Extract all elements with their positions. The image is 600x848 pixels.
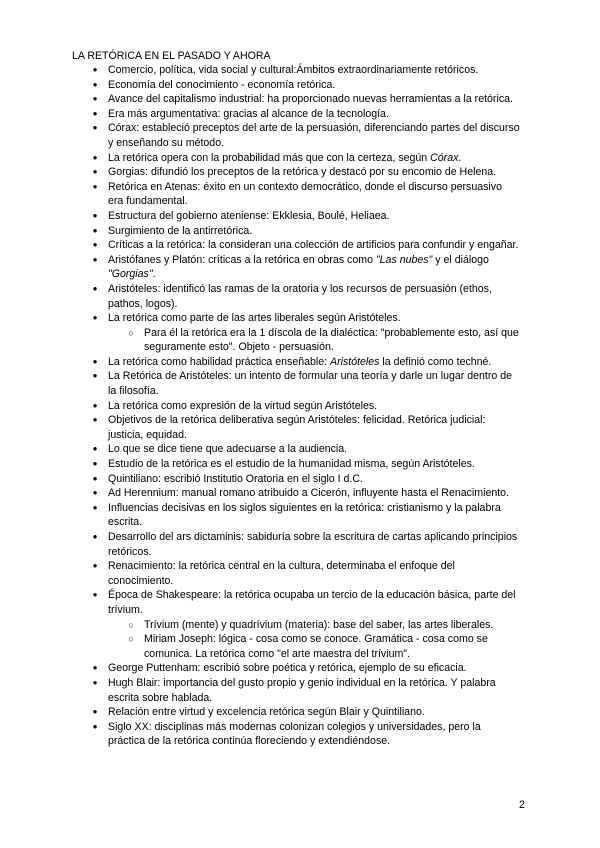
item-text: Estudio de la retórica es el estudio de la humanidad misma, según Aristóteles. (108, 458, 475, 471)
bullet-icon: ● (92, 181, 98, 191)
bullet-icon: ● (92, 444, 98, 454)
item-text: La retórica como parte de las artes liberales según Aristóteles. (108, 312, 401, 325)
item-text: Córax: estableció preceptos del arte de la persuasión, diferenciando partes del discurso y enseñando su método. (108, 122, 520, 149)
list-item (92, 92, 520, 107)
bullet-icon: ● (92, 254, 98, 264)
list-item (92, 180, 520, 209)
bullet-icon: ● (92, 65, 98, 74)
list-item (92, 282, 520, 311)
item-text: Quintiliano: escribió Institutio Oratoria en el siglo I d.C. (108, 472, 363, 485)
bullet-icon: ● (92, 415, 98, 425)
hollow-bullet-icon: ○ (128, 619, 134, 630)
item-text: y el diálogo (432, 253, 489, 266)
item-text: Trívium (mente) y quadrívium (materia): base del saber, las artes liberales. (144, 618, 494, 631)
sub-list-item (128, 632, 520, 661)
item-text: Objetivos de la retórica deliberativa según Aristóteles: felicidad. Retórica judicial: justicia, equidad. (108, 414, 486, 441)
bullet-icon: ● (92, 459, 98, 469)
bullet-icon: ● (92, 94, 98, 104)
list-item (92, 661, 520, 676)
bullet-icon: ● (92, 225, 98, 235)
bullet-icon: ● (92, 313, 98, 323)
list-item (92, 486, 520, 501)
item-text: La retórica como expresión de la virtud según Aristóteles. (108, 399, 378, 412)
list-item (92, 238, 520, 253)
sub-list-item (128, 618, 520, 633)
list-item (92, 369, 520, 398)
bullet-icon: ● (92, 283, 98, 293)
item-emphasis: Aristóteles (330, 355, 380, 368)
item-text: Avance del capitalismo industrial: ha proporcionado nuevas herramientas a la retórica. (108, 93, 513, 106)
item-text: la definió como techné. (379, 355, 492, 368)
item-text: Economía del conocimiento - economía retórica. (108, 78, 336, 91)
list-item (92, 530, 520, 559)
list-item (92, 151, 520, 166)
bullet-icon: ● (92, 123, 98, 133)
list-item (92, 355, 520, 370)
bullet-icon: ● (92, 488, 98, 498)
item-text: La retórica opera con la probabilidad más que con la certeza, según (108, 151, 431, 164)
item-text: Era más argumentativa: gracias al alcance de la tecnología. (108, 107, 389, 120)
item-text: Miriam Joseph: lógica - cosa como se conoce. Gramática - cosa como se comunica. La retórica como "el arte maestra del trívium". (144, 633, 488, 660)
item-text: Aristóteles: identificó las ramas de la oratoria y los recursos de persuasión (ethos, pathos, logos). (108, 282, 492, 310)
bullet-icon: ● (92, 532, 98, 541)
bullet-icon: ● (92, 707, 98, 717)
list-item (92, 588, 520, 617)
item-text: Lo que se dice tiene que adecuarse a la audiencia. (108, 443, 348, 456)
bullet-icon: ● (92, 677, 98, 687)
item-text: Renacimiento: la retórica central en la cultura, determinaba el enfoque del conocimiento. (108, 560, 455, 587)
item-text: La retórica como habilidad práctica enseñable: (108, 355, 331, 368)
item-text: Siglo XX: disciplinas más modernas colonizan colegios y universidades, pero la práctica de la retórica continúa floreciendo y extendiéndose. (108, 720, 481, 748)
item-text: . (458, 151, 462, 164)
list-item (92, 457, 520, 472)
bullet-icon: ● (92, 108, 98, 118)
list-item (92, 78, 520, 93)
bullet-icon: ● (92, 371, 98, 381)
item-text: Retórica en Atenas: éxito en un contexto democrático, donde el discurso persuasivo era fundamental. (108, 180, 502, 208)
list-item (92, 165, 520, 180)
item-text: Relación entre virtud y excelencia retórica según Blair y Quintiliano. (108, 706, 425, 719)
list-item (92, 472, 520, 487)
item-text: Gorgias: difundió los preceptos de la retórica y destacó por su encomio de Helena. (108, 166, 497, 179)
bullet-icon: ● (92, 167, 98, 177)
item-text: George Puttenham: escribió sobre poética y retórica, ejemplo de su eficacia. (108, 662, 467, 675)
item-text: Hugh Blair: importancia del gusto propio y genio individual en la retórica. Y palabra escrita sobre hablada. (108, 676, 496, 704)
bullet-icon: ● (92, 152, 98, 162)
item-text: Para él la retórica era la 1 díscola de la dialéctica: "probablemente esto, así que seguramente esto". Objeto - persuasión. (144, 326, 519, 354)
item-text: Aristófanes y Platón: críticas a la retórica en obras como (108, 253, 376, 266)
page-number: 2 (519, 799, 525, 811)
list-item (92, 399, 520, 414)
hollow-bullet-icon: ○ (128, 634, 134, 645)
bullet-icon: ● (92, 210, 98, 220)
list-item (92, 676, 520, 705)
list-item (92, 209, 520, 224)
list-item (92, 253, 520, 282)
bullet-icon: ● (92, 561, 98, 571)
list-item (92, 121, 520, 150)
bullet-icon: ● (92, 356, 98, 366)
bullet-icon: ● (92, 721, 98, 731)
bullet-icon: ● (92, 502, 98, 512)
bullet-icon: ● (92, 663, 98, 673)
list-item (92, 720, 520, 749)
list-item (92, 413, 520, 442)
bullet-list (0, 63, 600, 749)
hollow-bullet-icon: ○ (128, 327, 134, 338)
bullet-icon: ● (92, 400, 98, 410)
list-item (92, 224, 520, 239)
item-emphasis: "Gorgias" (108, 268, 153, 281)
item-text: Desarrollo del ars dictaminis: sabiduría sobre la escritura de cartas aplicando principios retóricos. (108, 531, 518, 558)
item-text: Época de Shakespeare: la retórica ocupaba un tercio de la educación básica, parte del trívium. (108, 589, 516, 616)
bullet-icon: ● (92, 79, 98, 89)
bullet-icon: ● (92, 473, 98, 483)
item-emphasis: "Las nubes" (375, 253, 433, 266)
page-title: LA RETÓRICA EN EL PASADO Y AHORA (72, 50, 271, 62)
list-item (92, 559, 520, 588)
list-item (92, 501, 520, 530)
list-item (92, 705, 520, 720)
item-text: Estructura del gobierno ateniense: Ekklesia, Boulé, Heliaea. (108, 209, 390, 222)
list-item (92, 63, 520, 78)
sub-list-item (128, 326, 520, 355)
item-text: Comercio, política, vida social y cultural:Ámbitos extraordinariamente retóricos. (108, 64, 479, 76)
item-text: Surgimiento de la antirretórica. (108, 224, 253, 237)
list-item (92, 107, 520, 122)
bullet-icon: ● (92, 240, 98, 250)
item-text: Influencias decisivas en los siglos siguientes en la retórica: cristianismo y la palabra escrita. (108, 501, 501, 529)
list-item (92, 311, 520, 326)
list-item (92, 442, 520, 457)
item-text: Ad Herennium: manual romano atribuido a Cicerón, influyente hasta el Renacimiento. (108, 487, 510, 500)
item-emphasis: Córax (430, 151, 459, 164)
item-text: Críticas a la retórica: la consideran una colección de artificios para confundir y engañar. (108, 239, 519, 252)
item-text: La Retórica de Aristóteles: un intento de formular una teoría y darle un lugar dentro de la filosofía. (108, 370, 512, 398)
item-text: . (152, 268, 156, 281)
bullet-icon: ● (92, 590, 98, 600)
